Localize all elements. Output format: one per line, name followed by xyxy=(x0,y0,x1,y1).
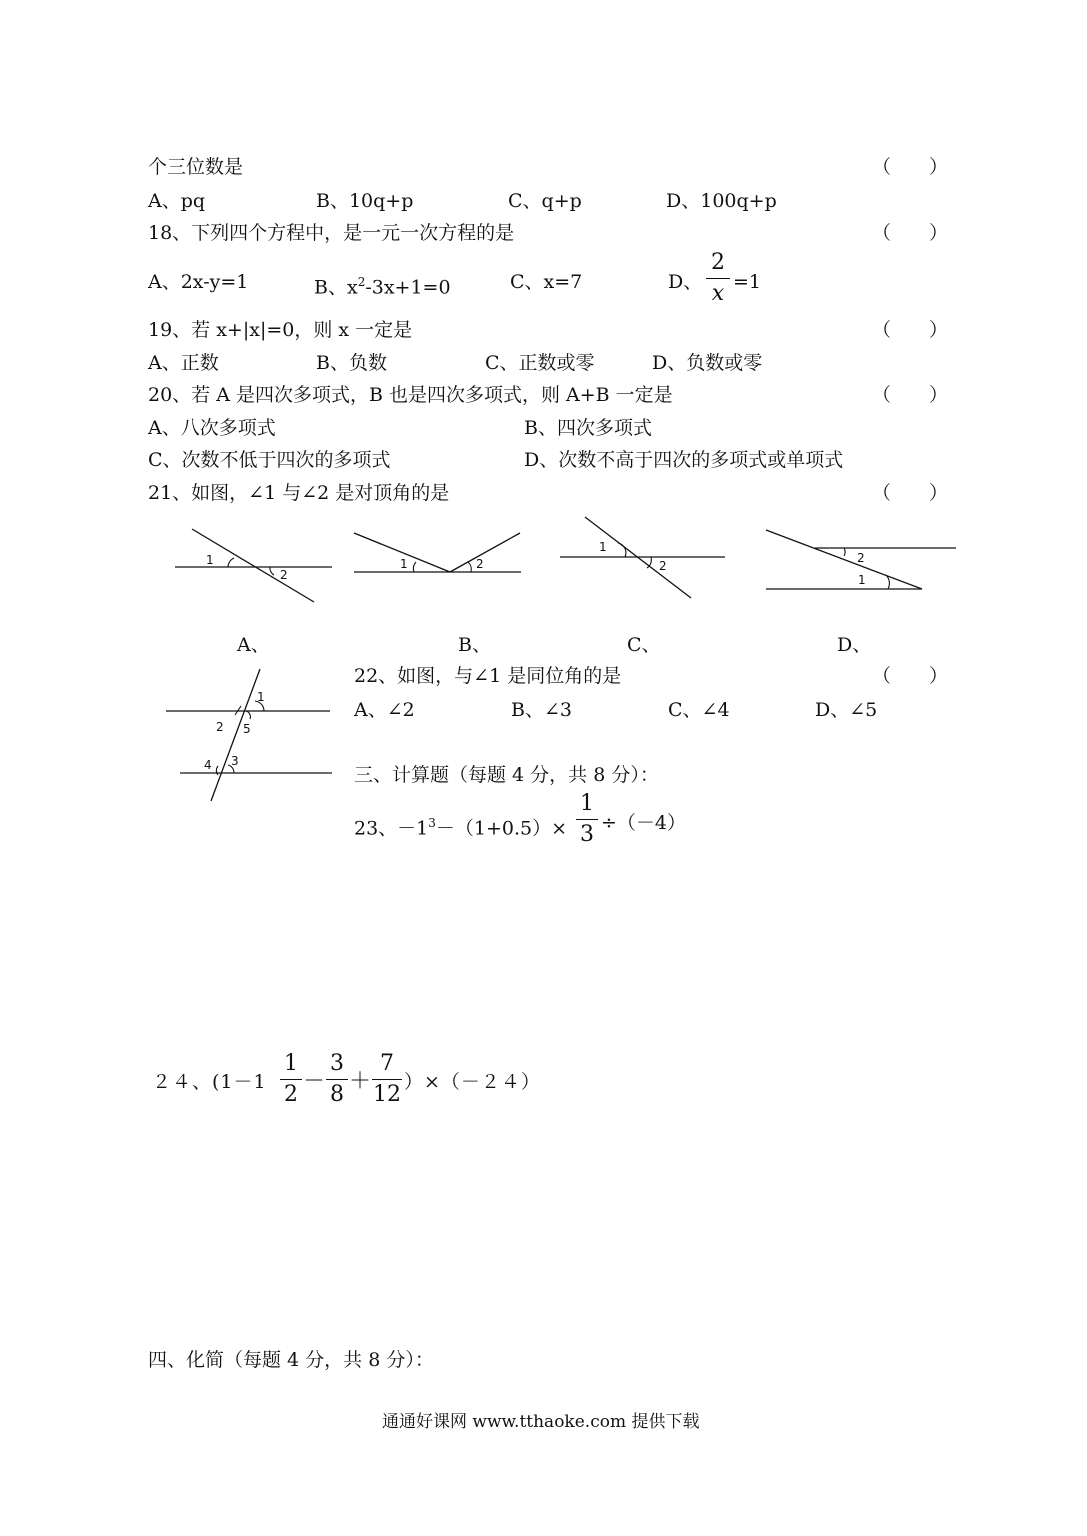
q24-operator-plus: ＋ xyxy=(349,1069,372,1094)
q24-fraction-2-numerator: 3 xyxy=(330,1051,344,1076)
angle-label-2: 2 xyxy=(659,559,667,573)
q24-fraction-2 xyxy=(326,1051,348,1108)
angle-arc xyxy=(228,558,234,567)
figure-transversal xyxy=(211,669,260,801)
angle-label-2: 2 xyxy=(476,557,484,571)
q18-option-a: A、2x-y=1 xyxy=(148,271,249,293)
angle-arc xyxy=(618,543,626,557)
angle-label-5: 5 xyxy=(243,722,251,736)
figure-ray xyxy=(450,533,520,572)
q22-option-d: D、∠5 xyxy=(815,699,878,721)
q18-option-d-denominator: x xyxy=(711,281,725,306)
q18-option-c: C、x=7 xyxy=(510,271,583,293)
angle-label-2: 2 xyxy=(857,551,865,565)
page-footer: 通通好课网 www.tthaoke.com 提供下载 xyxy=(382,1412,700,1432)
q20-option-a: A、八次多项式 xyxy=(148,417,276,439)
angle-label-1: 1 xyxy=(206,553,214,567)
angle-arc xyxy=(270,567,274,575)
q19-option-d: D、负数或零 xyxy=(652,352,763,374)
q18-option-b-pre: B、x xyxy=(314,276,358,299)
q21-figure-b xyxy=(350,525,530,585)
fraction-bar xyxy=(372,1079,402,1080)
q21-figure-label-b: B、 xyxy=(458,634,491,656)
q17-option-c: C、q+p xyxy=(508,190,582,212)
angle-label-3: 3 xyxy=(231,754,239,768)
q22-option-b: B、∠3 xyxy=(511,699,572,721)
q18-option-b-post: -3x+1=0 xyxy=(365,276,451,299)
q23-fraction xyxy=(576,791,598,848)
q24-fraction-3-denominator: 12 xyxy=(373,1082,401,1107)
angle-arc xyxy=(413,562,416,572)
q24-fraction-3-numerator: 7 xyxy=(380,1051,394,1076)
q18-option-d-numerator: 2 xyxy=(711,250,725,275)
q19-option-c: C、正数或零 xyxy=(485,352,595,374)
q23-exponent: 3 xyxy=(428,816,436,830)
q18-option-b xyxy=(314,270,451,299)
q17-option-a: A、pq xyxy=(148,190,206,212)
angle-arc xyxy=(844,548,845,556)
q23-mid: －（1+0.5）× xyxy=(435,817,568,840)
q17-option-d: D、100q+p xyxy=(666,190,777,212)
q18-option-b-sup: 2 xyxy=(357,275,366,289)
q24-fraction-1-denominator: 2 xyxy=(284,1082,298,1107)
fraction-bar xyxy=(326,1079,348,1080)
fraction-bar xyxy=(576,819,598,820)
q20-option-d: D、次数不高于四次的多项式或单项式 xyxy=(524,449,844,471)
angle-label-4: 4 xyxy=(204,758,212,772)
section-3-title: 三、计算题（每题 4 分，共 8 分）： xyxy=(354,764,659,786)
q21-figure-d xyxy=(760,522,960,597)
q22-option-c: C、∠4 xyxy=(668,699,730,721)
angle-label-1: 1 xyxy=(257,690,265,704)
q17-answer-paren: （ ） xyxy=(872,156,949,178)
q21-figure-label-a: A、 xyxy=(237,634,270,656)
q19-stem: 19、若 x+|x|=0，则 x 一定是 xyxy=(148,319,413,341)
q18-stem: 18、下列四个方程中，是一元一次方程的是 xyxy=(148,222,515,244)
angle-label-1: 1 xyxy=(400,557,408,571)
q22-figure xyxy=(160,665,340,805)
angle-label-1: 1 xyxy=(858,573,866,587)
q18-option-d-pre: D、 xyxy=(668,271,703,293)
angle-arc xyxy=(468,562,471,572)
q20-option-b: B、四次多项式 xyxy=(524,417,652,439)
q20-stem: 20、若 A 是四次多项式，B 也是四次多项式，则 A+B 一定是 xyxy=(148,384,673,406)
q23-expression-start xyxy=(354,811,567,840)
q23-pre: 23、－1 xyxy=(354,817,429,840)
q17-option-b: B、10q+p xyxy=(316,190,414,212)
angle-arc xyxy=(647,557,651,568)
q19-answer-paren: （ ） xyxy=(872,319,949,341)
q24-pre: ２４、(1－1 xyxy=(152,1071,267,1093)
q18-option-d-post: =1 xyxy=(733,271,762,293)
q19-option-b: B、负数 xyxy=(316,352,387,374)
q24-operator-minus: － xyxy=(303,1069,326,1094)
q24-fraction-1 xyxy=(280,1051,302,1108)
q21-figure-c xyxy=(555,512,735,604)
q24-fraction-2-denominator: 8 xyxy=(330,1082,344,1107)
q22-option-a: A、∠2 xyxy=(354,699,415,721)
q21-figure-label-d: D、 xyxy=(837,634,872,656)
angle-label-2: 2 xyxy=(216,720,224,734)
figure-transversal xyxy=(766,530,922,589)
q23-post: ÷（－4） xyxy=(601,812,687,834)
q23-numerator: 1 xyxy=(580,791,594,816)
q22-answer-paren: （ ） xyxy=(872,665,949,687)
q20-option-c: C、次数不低于四次的多项式 xyxy=(148,449,391,471)
section-4-title: 四、化简（每题 4 分，共 8 分）： xyxy=(148,1349,434,1371)
angle-label-1: 1 xyxy=(599,540,607,554)
q22-stem: 22、如图，与∠1 是同位角的是 xyxy=(354,665,622,687)
q24-fraction-3 xyxy=(372,1051,402,1108)
angle-arc xyxy=(246,711,250,719)
q19-option-a: A、正数 xyxy=(148,352,219,374)
angle-arc xyxy=(216,766,218,775)
q21-stem: 21、如图，∠1 与∠2 是对顶角的是 xyxy=(148,482,450,504)
angle-label-2: 2 xyxy=(280,568,288,582)
q21-answer-paren: （ ） xyxy=(872,482,949,504)
q17-stem-tail: 个三位数是 xyxy=(148,156,244,178)
q18-option-d-fraction xyxy=(706,250,730,307)
q24-post: ）×（－２４） xyxy=(404,1071,541,1093)
fraction-bar xyxy=(280,1079,302,1080)
q18-answer-paren: （ ） xyxy=(872,222,949,244)
q21-figure-a xyxy=(170,525,340,605)
q21-figure-label-c: C、 xyxy=(627,634,661,656)
fraction-bar xyxy=(706,278,730,279)
q24-fraction-1-numerator: 1 xyxy=(284,1051,298,1076)
q23-denominator: 3 xyxy=(580,822,594,847)
q20-answer-paren: （ ） xyxy=(872,384,949,406)
